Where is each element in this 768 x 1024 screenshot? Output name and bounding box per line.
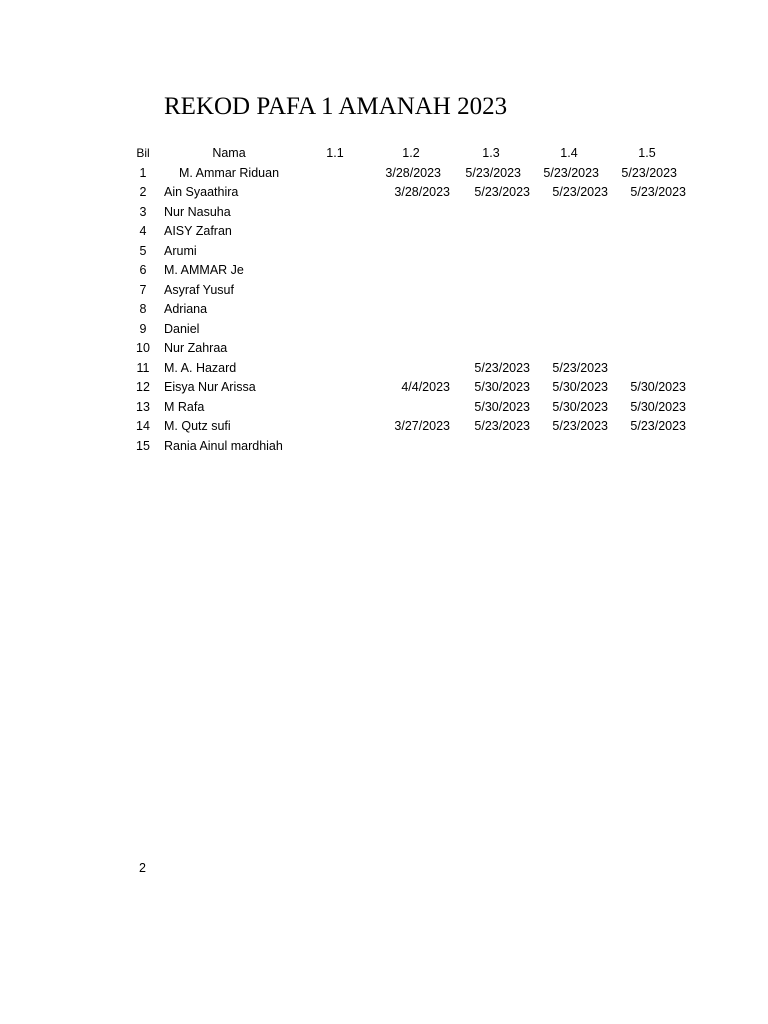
cell-1-5: 5/23/2023: [630, 419, 686, 433]
cell-bil: 3: [139, 204, 147, 219]
cell-nama: Daniel: [164, 321, 200, 336]
table-row: [120, 242, 700, 262]
cell-nama: Eisya Nur Arissa: [164, 380, 256, 394]
cell-nama: Arumi: [164, 243, 197, 258]
header-nama: Nama: [212, 146, 246, 160]
cell-1-4: 5/30/2023: [552, 380, 608, 394]
cell-bil: 12: [136, 380, 150, 394]
cell-nama: M. AMMAR Je: [164, 263, 244, 277]
cell-bil: 14: [136, 419, 150, 433]
cell-bil: 4: [139, 224, 147, 238]
cell-bil: 13: [136, 399, 150, 414]
table-row: [120, 359, 700, 379]
cell-1-4: 5/23/2023: [543, 165, 599, 180]
cell-1-3: 5/23/2023: [465, 165, 521, 180]
table-row: [120, 339, 700, 359]
cell-1-4: 5/23/2023: [552, 185, 608, 199]
table-row: [120, 183, 700, 203]
cell-nama: Nur Zahraa: [164, 341, 228, 355]
cell-nama: Nur Nasuha: [164, 204, 231, 219]
cell-1-2: 4/4/2023: [401, 380, 450, 394]
table-row: [120, 300, 700, 320]
table-row: [120, 398, 700, 418]
cell-bil: 9: [139, 321, 147, 336]
cell-bil: 6: [139, 263, 147, 277]
table-row: [120, 281, 700, 301]
cell-1-5: 5/30/2023: [630, 380, 686, 394]
record-table: [120, 144, 700, 456]
table-row: [120, 378, 700, 398]
cell-bil: 10: [136, 341, 150, 355]
table-row: [120, 222, 700, 242]
cell-bil: 1: [139, 165, 147, 180]
header-1-1: 1.1: [326, 146, 344, 160]
cell-1-4: 5/30/2023: [552, 399, 608, 414]
header-1-4: 1.4: [560, 146, 578, 160]
cell-1-5: 5/30/2023: [630, 399, 686, 414]
cell-1-2: 3/28/2023: [394, 185, 450, 199]
cell-1-3: 5/30/2023: [474, 380, 530, 394]
cell-nama: M Rafa: [164, 399, 205, 414]
cell-nama: Asyraf Yusuf: [164, 282, 234, 297]
header-1-5: 1.5: [638, 146, 656, 160]
cell-bil: 8: [139, 302, 147, 316]
cell-nama: AISY Zafran: [164, 224, 232, 238]
cell-1-4: 5/23/2023: [552, 419, 608, 433]
table-row: [120, 320, 700, 340]
table-row: [120, 417, 700, 437]
cell-bil: 11: [136, 360, 150, 375]
cell-nama: Ain Syaathira: [164, 185, 239, 199]
page-number: 2: [139, 861, 146, 875]
cell-bil: 15: [136, 438, 150, 453]
cell-1-3: 5/30/2023: [474, 399, 530, 414]
cell-bil: 2: [139, 185, 147, 199]
page-title: REKOD PAFA 1 AMANAH 2023: [164, 93, 508, 120]
cell-nama: M. Qutz sufi: [164, 419, 231, 433]
table-header-row: [120, 144, 700, 164]
cell-nama: Adriana: [164, 302, 208, 316]
cell-1-3: 5/23/2023: [474, 360, 530, 375]
cell-1-2: 3/28/2023: [385, 165, 441, 180]
table-row: [120, 261, 700, 281]
table-body: [120, 164, 700, 457]
header-1-2: 1.2: [402, 146, 420, 160]
cell-1-4: 5/23/2023: [552, 360, 608, 375]
cell-1-5: 5/23/2023: [630, 185, 686, 199]
cell-nama: M. Ammar Riduan: [178, 165, 280, 180]
header-bil: Bil: [136, 146, 150, 160]
table-row: [120, 437, 700, 457]
header-1-3: 1.3: [482, 146, 500, 160]
cell-1-3: 5/23/2023: [474, 185, 530, 199]
cell-bil: 5: [139, 243, 147, 258]
cell-1-5: 5/23/2023: [621, 165, 677, 180]
cell-bil: 7: [139, 282, 147, 297]
cell-nama: M. A. Hazard: [164, 360, 237, 375]
cell-1-2: 3/27/2023: [394, 419, 450, 433]
cell-nama: Rania Ainul mardhiah: [164, 438, 283, 453]
cell-1-3: 5/23/2023: [474, 419, 530, 433]
table-row: [120, 164, 700, 184]
table-row: [120, 203, 700, 223]
